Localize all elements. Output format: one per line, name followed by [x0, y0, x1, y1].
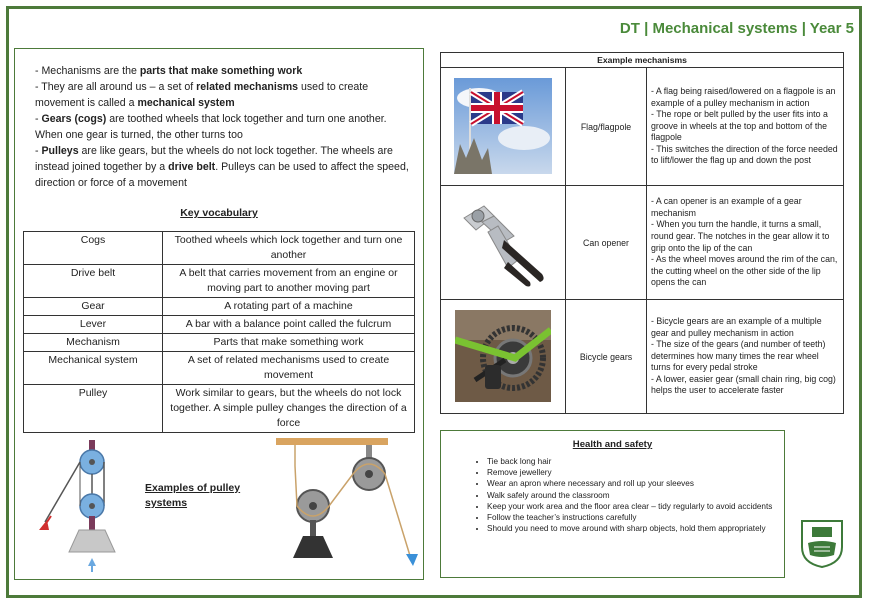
intro-segment: - They are all around us – a set of: [35, 81, 197, 93]
pulley-diagram-block: [273, 434, 418, 574]
vocab-definition: Toothed wheels which lock together and turn one another: [163, 232, 415, 265]
mechanism-description-line: [651, 254, 839, 289]
mechanism-description-line: [651, 374, 839, 397]
mechanism-description-line: [651, 339, 839, 374]
mechanism-description-segment: - Bicycle gears are an example of a multiple gear and pulley mechanism in action: [651, 315, 822, 338]
health-safety-title: Health and safety: [572, 439, 653, 450]
mechanism-name: Flag/flagpole: [566, 68, 647, 186]
vocab-term: Drive belt: [24, 265, 163, 298]
health-safety-item: • Should you need to move around with sharp objects, hold them appropriately: [487, 523, 784, 534]
mechanism-description-line: [651, 86, 839, 109]
mechanism-description-segment: - The rope or belt pulled by the user fits into a groove in wheels at the top and bottom of the flagpole: [651, 109, 828, 143]
vocab-term: Gear: [24, 298, 163, 316]
intro-segment: -: [35, 113, 42, 125]
vocab-term: Pulley: [24, 385, 163, 433]
mechanisms-title: Example mechanisms: [441, 53, 844, 68]
vocab-definition: A bar with a balance point called the fulcrum: [163, 316, 415, 334]
intro-segment: - Mechanisms are the: [35, 65, 140, 77]
mechanism-description-segment: - A flag being raised/lowered on a flagpole is an example of a pulley mechanism in action: [651, 85, 836, 108]
flag-photo: [454, 78, 552, 174]
mechanism-name: Bicycle gears: [566, 300, 647, 414]
intro-line: [35, 143, 415, 191]
intro-line: [35, 79, 415, 111]
vocab-definition: A belt that carries movement from an engine or moving part to another moving part: [163, 265, 415, 298]
intro-segment: used to create movement is called a: [35, 81, 369, 109]
intro-segment: Pulleys: [41, 145, 79, 157]
page-title: DT | Mechanical systems | Year 5: [619, 20, 854, 37]
health-safety-item: • Remove jewellery: [487, 467, 784, 478]
intro-segment: Gears (cogs): [41, 113, 107, 125]
vocab-term: Lever: [24, 316, 163, 334]
bicycle-gears-photo: [455, 310, 551, 402]
mechanism-description-line: [651, 144, 839, 167]
vocab-row: [24, 385, 415, 433]
health-safety-item: • Follow the teacher’s instructions carefully: [487, 512, 784, 523]
school-crest-icon: [800, 519, 844, 569]
can-opener-photo: [454, 196, 552, 288]
health-safety-item: • Wear an apron where necessary and roll up your sleeves: [487, 478, 784, 489]
intro-segment: -: [35, 145, 42, 157]
pulley-examples-label: Examples of pulley systems: [145, 482, 241, 509]
health-safety-panel: [440, 430, 785, 578]
bicycle-gears-image-cell: [441, 300, 566, 414]
mechanism-name: Can opener: [566, 186, 647, 300]
intro-segment: are toothed wheels that lock together and turn one another. When one gear is turned, the other turns too: [35, 113, 387, 141]
mechanism-description: [647, 186, 844, 300]
intro-line: [35, 63, 415, 79]
vocab-row: [24, 316, 415, 334]
example-mechanisms-panel: [440, 52, 844, 414]
health-safety-item: • Keep your work area and the floor area clear – tidy regularly to avoid accidents: [487, 501, 784, 512]
vocab-row: [24, 352, 415, 385]
mechanism-description-line: [651, 196, 839, 219]
health-safety-item: • Walk safely around the classroom: [487, 490, 784, 501]
intro-segment: parts that make something work: [139, 65, 303, 77]
intro-line: [35, 111, 415, 143]
vocab-term: Mechanism: [24, 334, 163, 352]
health-safety-item: • Tie back long hair: [487, 456, 784, 467]
intro-segment: related mechanisms: [196, 81, 299, 93]
mechanism-description-segment: - The size of the gears (and number of teeth) determines how many times the rear wheel turns for every pedal stroke: [651, 339, 826, 373]
intro-text: [35, 63, 415, 191]
intro-segment: drive belt: [168, 161, 216, 173]
vocab-definition: A rotating part of a machine: [163, 298, 415, 316]
mechanism-description-line: [651, 109, 839, 144]
intro-segment: are like gears, but the wheels do not lock together. The wheels are instead joined together by a: [35, 145, 393, 173]
mechanism-description: [647, 68, 844, 186]
vocab-definition: Work similar to gears, but the wheels do not lock together. A simple pulley changes the direction of a force: [163, 385, 415, 433]
vocab-definition: Parts that make something work: [163, 334, 415, 352]
mechanism-description: [647, 300, 844, 414]
vocab-row: [24, 232, 415, 265]
vocab-term: Cogs: [24, 232, 163, 265]
mechanism-description-line: [651, 219, 839, 254]
flag-image-cell: [441, 68, 566, 186]
vocab-title: Key vocabulary: [180, 207, 258, 219]
vocab-term: Mechanical system: [24, 352, 163, 385]
vocab-table: [23, 231, 415, 433]
intro-segment: mechanical system: [137, 97, 235, 109]
vocab-row: [24, 265, 415, 298]
mechanism-description-segment: - A can opener is an example of a gear mechanism: [651, 196, 802, 218]
mechanism-description-segment: - As the wheel moves around the rim of the can, the cutting wheel on the other side of the lip opens the can: [651, 254, 838, 288]
mechanism-description-segment: - This switches the direction of the force needed to lift/lower the flag up and down the post: [651, 143, 838, 166]
vocab-row: [24, 298, 415, 316]
example-mechanisms-table: [440, 52, 844, 414]
left-panel: [14, 48, 424, 580]
mechanism-description-segment: - A lower, easier gear (small chain ring, big cog) helps the user to accelerate faster: [651, 373, 836, 396]
health-safety-list: [441, 456, 784, 534]
intro-segment: . Pulleys can be used to affect the speed, direction or force of a movement: [35, 161, 409, 189]
mechanism-description-segment: - When you turn the handle, it turns a small, round gear. The notches in the gear allow it to grip onto the lip of the can: [651, 219, 830, 253]
vocab-definition: A set of related mechanisms used to create movement: [163, 352, 415, 385]
vocab-row: [24, 334, 415, 352]
pulley-diagram-compound: [33, 434, 133, 574]
mechanism-description-line: [651, 316, 839, 339]
can-opener-image-cell: [441, 186, 566, 300]
